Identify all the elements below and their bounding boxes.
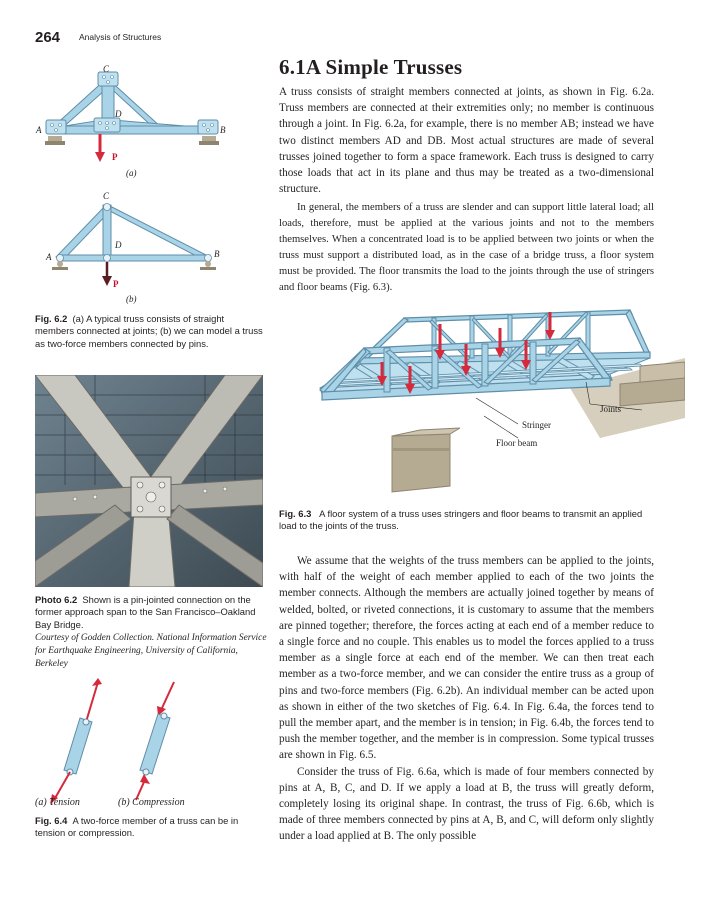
body-paragraph-2-block bbox=[279, 200, 654, 297]
fig63-caption-number: Fig. 6.3 bbox=[279, 508, 312, 519]
photo62-credit: Courtesy of Godden Collection. National Information Service for Earthquake Engineering, University of California, Berkeley bbox=[35, 633, 267, 669]
body-paragraph-4: Consider the truss of Fig. 6.6a, which is made of four members connected by pins at A, B, C, and D. If we apply a load at B, the truss will greatly deform, completely losing its original shape. In contrast, the truss of Fig. 6.6b, which is made of three members connected by pins at A, B, and C, will deform only slightly under a load applied at B. The only possible bbox=[279, 765, 654, 843]
fig64-two-force-members bbox=[40, 678, 200, 810]
page-number: 264 bbox=[35, 29, 61, 46]
body-paragraph-3-block bbox=[279, 553, 654, 845]
fig62b-label-c: C bbox=[103, 191, 110, 201]
photo62-bridge-connection bbox=[35, 375, 263, 587]
fig64-caption-number: Fig. 6.4 bbox=[35, 815, 68, 826]
fig62-caption bbox=[35, 313, 265, 350]
fig62a-truss-drawing bbox=[30, 58, 270, 182]
fig62b-label-b: B bbox=[214, 249, 220, 259]
fig62b-sublabel: (b) bbox=[126, 294, 137, 304]
photo62-caption-text: Shown is a pin-jointed connection on the former approach span to the San Francisco–Oakland Bay Bridge. bbox=[35, 594, 256, 630]
body-paragraph-1-block bbox=[279, 84, 654, 197]
fig64-sublabel-a: (a) Tension bbox=[35, 797, 80, 808]
fig64-sublabel-b: (b) Compression bbox=[118, 797, 185, 808]
fig63-label-stringer: Stringer bbox=[522, 420, 551, 430]
fig63-label-floor-beam: Floor beam bbox=[496, 438, 538, 448]
fig63-bridge-floor-system bbox=[300, 288, 685, 494]
fig62a-label-d: D bbox=[115, 109, 122, 119]
body-paragraph-3: We assume that the weights of the truss members can be applied to the joints, with half of the weight of each member applied to each of the two joints the member connects. Although the members are actually joined together by means of welded, bolted, or riveted connections, it is customary to assume that the members are pinned together; therefore, the forces acting at each end of a member reduce to a single force and no couple. This enables us to model the forces applied to a truss member as a single force at each end of the member. We can then treat each member as a two-force member, and we can consider the entire truss as a group of pins and two-force members (Fig. 6.2b). An individual member can be acted upon as shown in either of the two sketches of Fig. 6.4. In Fig. 6.4a, the forces tend to pull the member apart, and the member is in tension; in Fig. 6.4b, the forces tend to push the member together, and the member is in compression. Some typical trusses are shown in Fig. 6.5. bbox=[279, 555, 654, 762]
fig62b-label-d: D bbox=[115, 240, 122, 250]
fig62b-truss-drawing bbox=[30, 185, 270, 305]
photo62-caption bbox=[35, 594, 265, 631]
fig64-caption bbox=[35, 815, 265, 840]
running-title: Analysis of Structures bbox=[79, 32, 162, 42]
fig63-caption-text: A floor system of a truss uses stringers and floor beams to transmit an applied load to the joints of the truss. bbox=[279, 508, 643, 532]
fig62a-label-p: P bbox=[112, 152, 118, 162]
body-paragraph-1: A truss consists of straight members connected at joints, as shown in Fig. 6.2a. Truss members are connected at their extremities only; no member is continuous through a joint. In Fig. 6.2a, for example, there is no member AB; instead we have two distinct members AD and DB. Most actual structures are made of several trusses joined together to form a space framework. Each truss is designed to carry those loads that act in its plane and thus may be treated as a two-dimensional structure. bbox=[279, 86, 654, 196]
fig62-caption-number: Fig. 6.2 bbox=[35, 313, 68, 324]
fig62b-label-a: A bbox=[46, 252, 52, 262]
body-paragraph-2: In general, the members of a truss are slender and can support little lateral load; all loads, therefore, must be applied at the various joints and not to the members themselves. When a concentrated load is to be applied between two joints or when the truss must support a distributed load, as in the case of a bridge truss, a floor system must be provided. The floor transmits the load to the joints through the use of stringers and floor beams (Fig. 6.3). bbox=[279, 202, 654, 294]
fig62a-sublabel: (a) bbox=[126, 168, 137, 178]
fig62a-label-a: A bbox=[36, 125, 42, 135]
fig62a-label-c: C bbox=[103, 64, 110, 74]
fig62-caption-text: (a) A typical truss consists of straight members connected at joints; (b) we can model a truss as two-force members connected by pins. bbox=[35, 313, 263, 349]
fig63-label-joints: Joints bbox=[600, 404, 622, 414]
section-title: 6.1A Simple Trusses bbox=[279, 55, 463, 79]
fig64-caption-text: A two-force member of a truss can be in tension or compression. bbox=[35, 815, 239, 839]
fig62b-label-p: P bbox=[113, 279, 119, 289]
fig63-caption bbox=[279, 508, 659, 533]
fig62a-label-b: B bbox=[220, 125, 226, 135]
photo62-caption-number: Photo 6.2 bbox=[35, 594, 78, 605]
